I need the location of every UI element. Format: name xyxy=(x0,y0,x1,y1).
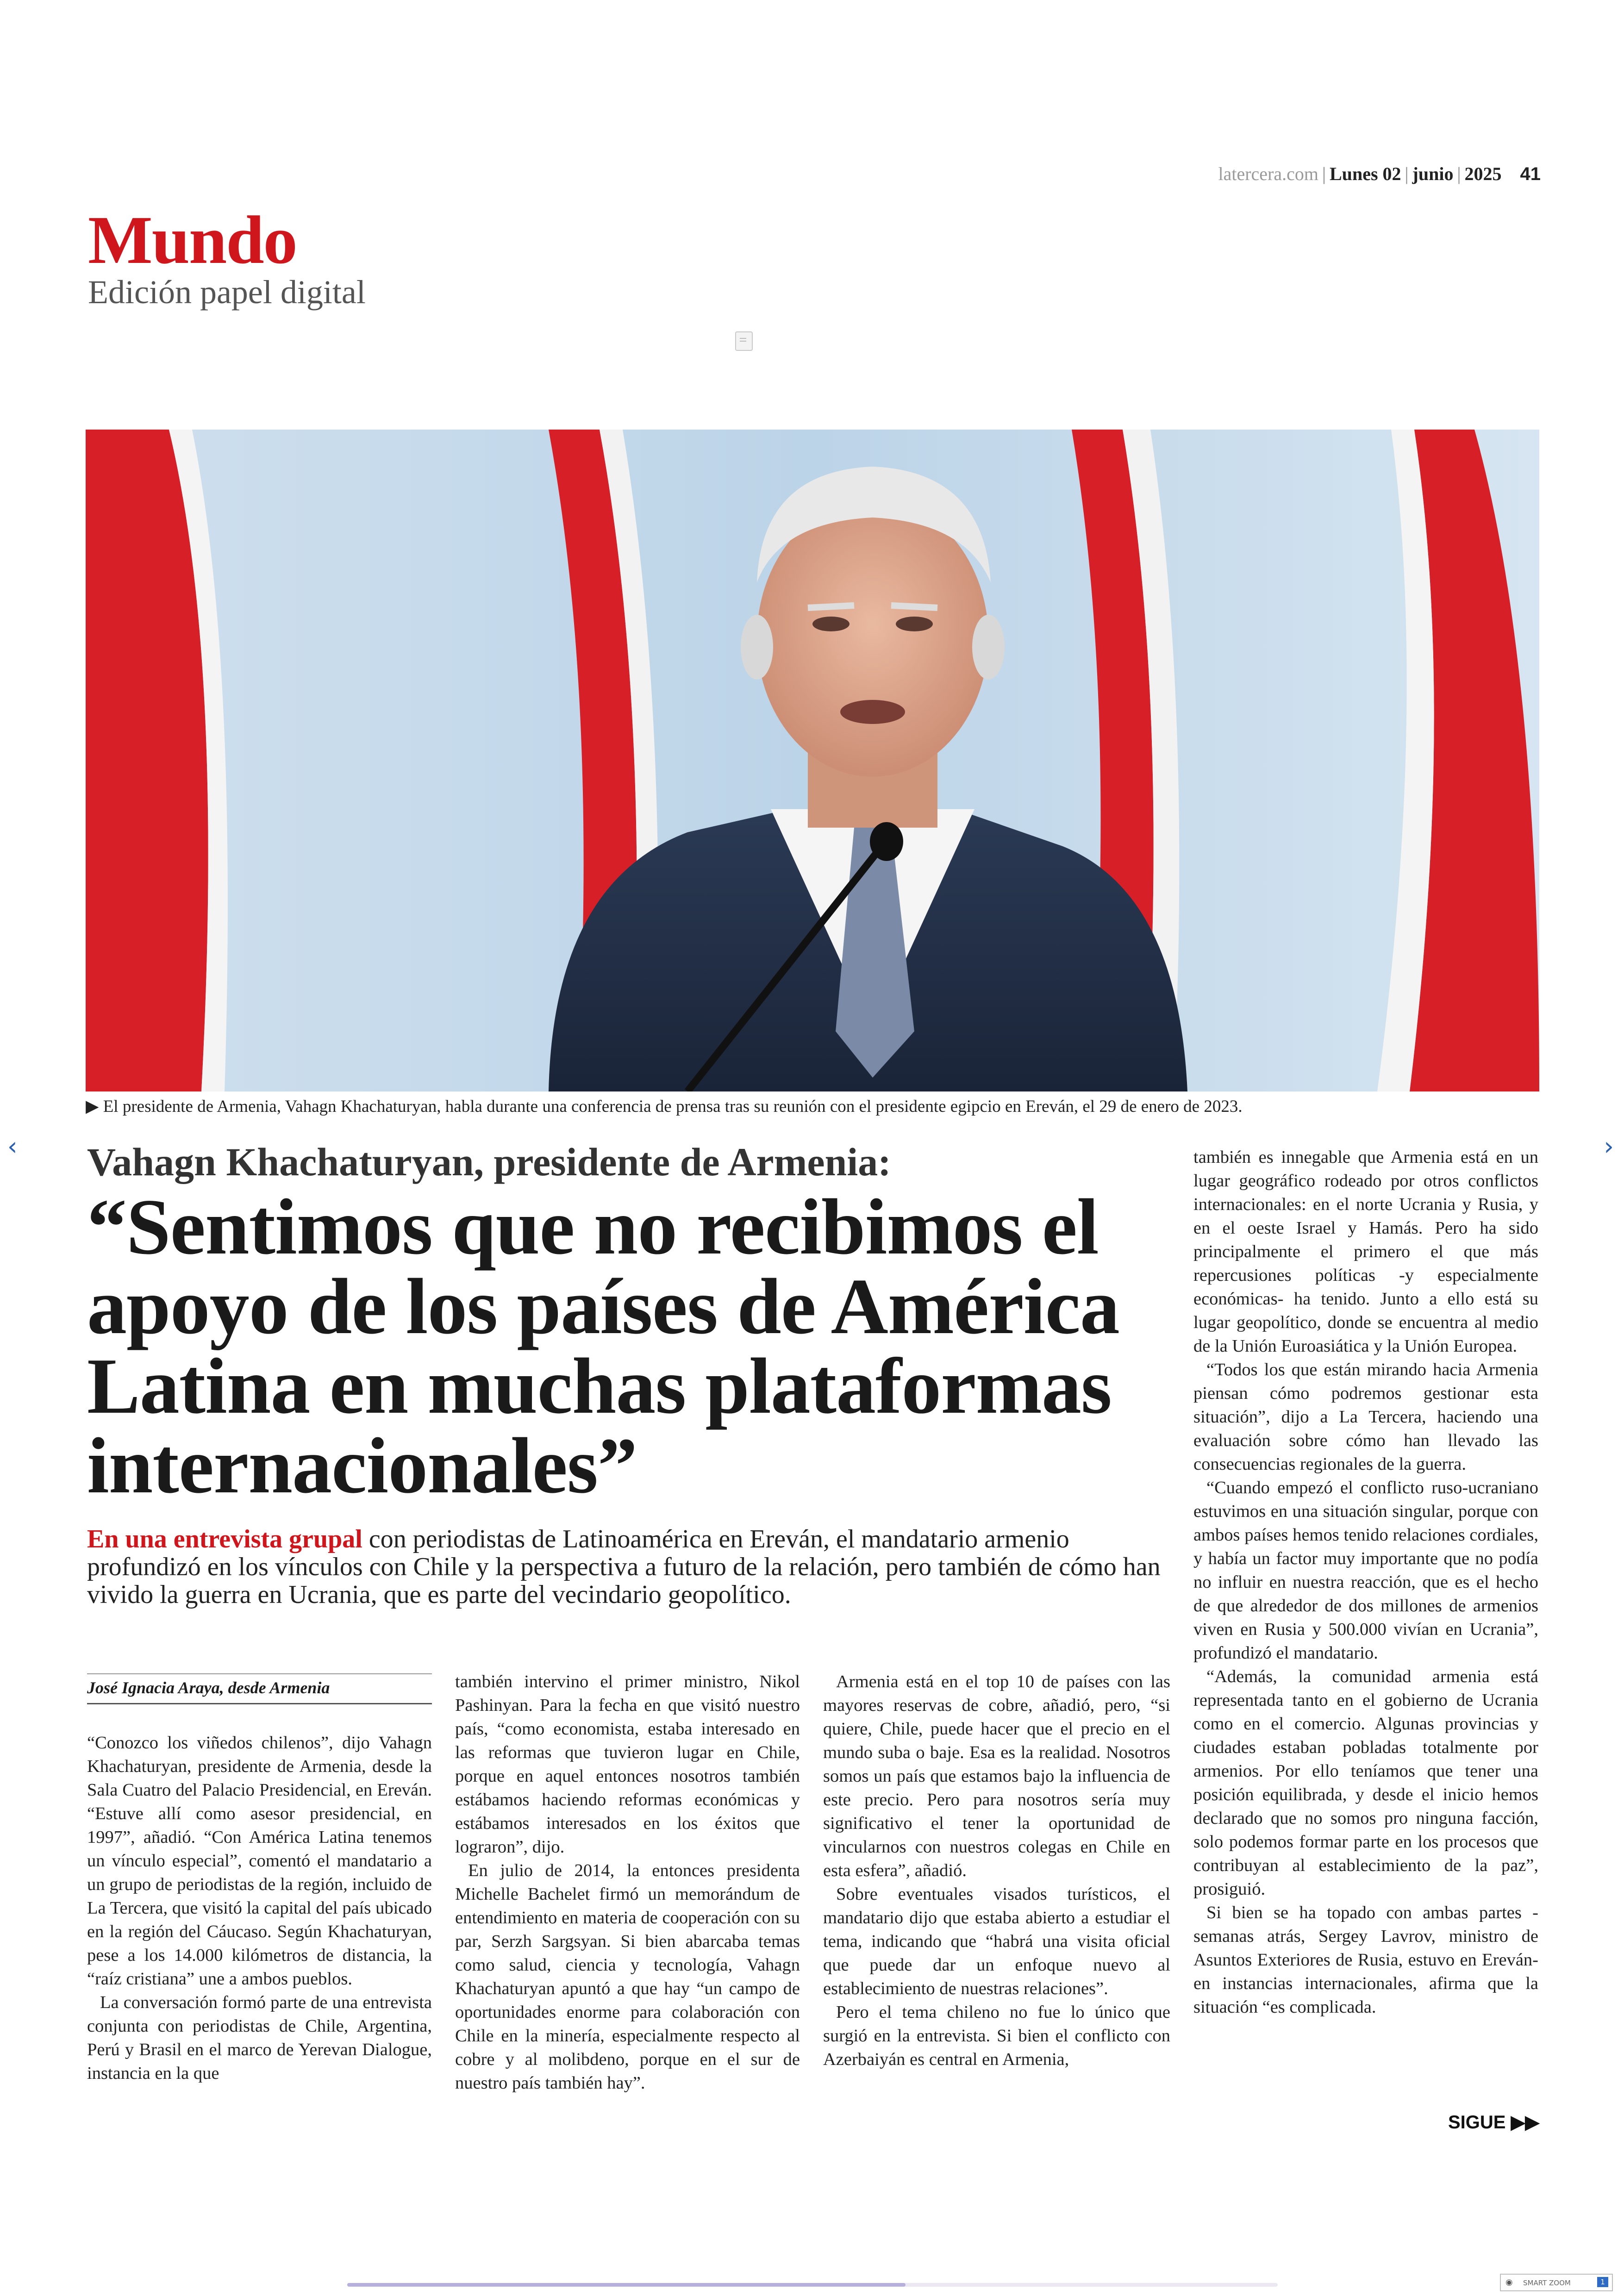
previous-page-button[interactable]: ‹ xyxy=(7,1132,18,1161)
zoom-badge: 1 xyxy=(1597,2277,1608,2287)
body-column-4 xyxy=(1193,1146,1538,2019)
site-name: latercera.com xyxy=(1218,163,1319,184)
photo-illustration xyxy=(86,430,1539,1091)
reading-progress-fill xyxy=(347,2283,906,2287)
photo-caption: ▶ El presidente de Armenia, Vahagn Khachaturyan, habla durante una conferencia de prensa tras su reunión con el presidente egipcio en Ereván, el 29 de enero de 2023. xyxy=(86,1097,1243,1116)
eye-icon: ◉ xyxy=(1505,2277,1513,2287)
paragraph: también intervino el primer ministro, Nikol Pashinyan. Para la fecha en que visitó nuestro país, “como economista, estaba interesado en las reformas que tuvieron lugar en Chile, porque en aquel entonces nosotros también estábamos haciendo reformas económicas y estábamos interesados en los éxitos que lograron”, dijo. xyxy=(455,1672,800,1857)
body-column-3 xyxy=(823,1670,1170,2071)
text-view-icon[interactable] xyxy=(735,331,753,351)
paragraph: “Cuando empezó el conflicto ruso-ucraniano estuvimos en una situación singular, porque con ambos países hemos tenido relaciones cordiales, y había un factor muy importante que no podía no influir en nuestra reacción, que es el hecho de que alrededor de dos millones de armenios viven en Rusia y 500.000 vivían en Ucrania”, profundizó el mandatario. xyxy=(1193,1478,1538,1663)
paragraph: Armenia está en el top 10 de países con las mayores reservas de cobre, añadió, pero, “si quiere, Chile, puede hacer que el precio en el mundo suba o baje. Esa es la realidad. Nosotros somos un país que estamos bajo la influencia de este precio. Pero para nosotros sería muy significativo el tener la oportunidad de vincularnos con nuestros colegas en Chile en esta esfera”, añadió. xyxy=(823,1672,1170,1880)
body-column-2 xyxy=(455,1670,800,2095)
paragraph: En julio de 2014, la entonces presidenta Michelle Bachelet firmó un memorándum de entendimiento en materia de cooperación con su par, Serzh Sargsyan. Si bien abarcaba temas como salud, ciencia y tecnología, Vahagn Khachaturyan apuntó a que hay “un campo de oportunidades enorme para colaboración con Chile en la minería, especialmente respecto al cobre y al molibdeno, porque en el sur de nuestro país también hay”. xyxy=(455,1861,800,2093)
page-number: 41 xyxy=(1520,164,1541,184)
continue-marker: SIGUE ▶▶ xyxy=(1448,2112,1540,2133)
body-column-1 xyxy=(87,1731,432,2085)
headline-kicker: Vahagn Khachaturyan, presidente de Armenia: xyxy=(87,1140,891,1184)
paragraph: La conversación formó parte de una entrevista conjunta con periodistas de Chile, Argentina, Perú y Brasil en el marco de Yerevan Dialogue, instancia en la que xyxy=(87,1993,432,2083)
paragraph: “Conozco los viñedos chilenos”, dijo Vahagn Khachaturyan, presidente de Armenia, desde la Sala Cuatro del Palacio Presidencial, en Ereván. “Estuve allí como asesor presidencial, en 1997”, añadió. “Con América Latina tenemos un vínculo especial”, comentó el mandatario a un grupo de periodistas de la región, incluido de La Tercera, que visitó la capital del país ubicado en la región del Cáucaso. Según Khachaturyan, pese a los 14.000 kilómetros de distancia, la “raíz cristiana” une a ambos pueblos. xyxy=(87,1733,432,1989)
folio-day: Lunes 02 xyxy=(1330,163,1401,184)
edition-subtitle: Edición papel digital xyxy=(88,274,366,311)
headline: “Sentimos que no recibimos el apoyo de los países de América Latina en muchas plataformas internacionales” xyxy=(87,1183,1119,1510)
lead-text: con periodistas de Latinoamérica en Ereván, el mandatario armenio profundizó en los vínculos con Chile y la perspectiva a futuro de la relación, pero también de cómo han vivido la guerra en Ucrania, que es parte del vecindario geopolítico. xyxy=(87,1525,1161,1609)
byline: José Ignacia Araya, desde Armenia xyxy=(87,1678,432,1704)
article-photo xyxy=(86,430,1539,1091)
smart-zoom-label: SMART ZOOM xyxy=(1523,2279,1571,2287)
smart-zoom-button[interactable] xyxy=(1500,2274,1613,2291)
paragraph: Si bien se ha topado con ambas partes -semanas atrás, Sergey Lavrov, ministro de Asuntos Exteriores de Rusia, estuvo en Ereván- en instancias internacionales, afirma que la situación “es complicada. xyxy=(1193,1903,1538,2017)
folio-year: 2025 xyxy=(1464,163,1502,184)
paragraph: Pero el tema chileno no fue lo único que surgió en la entrevista. Si bien el conflicto con Azerbaiyán es central en Armenia, xyxy=(823,2002,1170,2069)
lead-highlight: En una entrevista grupal xyxy=(87,1525,362,1553)
paragraph: Sobre eventuales visados turísticos, el mandatario dijo que estaba abierto a estudiar el tema, indicando que “habrá una visita oficial que puede dar un enfoque nuevo al establecimiento de nuestras relaciones”. xyxy=(823,1884,1170,1998)
folio-month: junio xyxy=(1412,163,1454,184)
paragraph: también es innegable que Armenia está en un lugar geográfico rodeado por otros conflictos internacionales: en el norte Ucrania y Rusia, y en el oeste Israel y Hamás. Pero ha sido principalmente el primero el que más repercusiones políticas -y especialmente económicas- ha tenido. Junto a ello está su lugar geopolítico, donde se encuentra al medio de la Unión Euroasiática y la Unión Europea. xyxy=(1193,1148,1538,1356)
paragraph: “Todos los que están mirando hacia Armenia piensan cómo podremos gestionar esta situación”, dijo a La Tercera, haciendo una evaluación sobre cómo han llevado las consecuencias regionales de la guerra. xyxy=(1193,1360,1538,1474)
byline-rule xyxy=(87,1673,432,1674)
lead-paragraph xyxy=(87,1525,1175,1609)
next-page-button[interactable]: › xyxy=(1604,1132,1614,1161)
paragraph: “Además, la comunidad armenia está representada tanto en el gobierno de Ucrania como en el comercio. Algunas provincias y ciudades estaban pobladas totalmente por armenios. Por ello teníamos que tener una posición equilibrada, y desde el inicio hemos declarado que no somos pro ninguna facción, solo podemos formar parte en los procesos que contribuyan al establecimiento de la paz”, prosiguió. xyxy=(1193,1667,1538,1899)
folio: latercera.com | Lunes 02 | junio | 2025 41 xyxy=(1218,163,1541,184)
section-title: Mundo xyxy=(88,202,297,278)
